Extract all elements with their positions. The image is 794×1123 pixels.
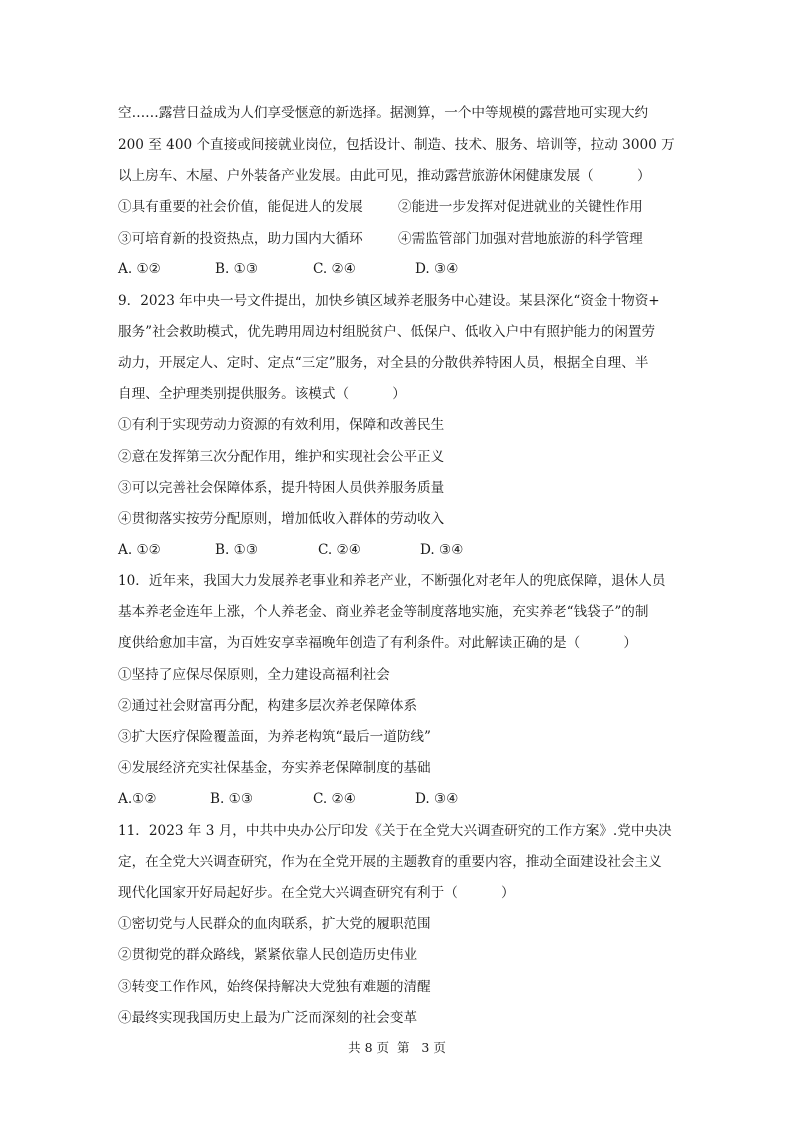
q11-statement-3: ③转变工作作风，始终保持解决大党独有难题的清醒 xyxy=(118,979,431,995)
q11-line-3: 现代化国家开好局起好步。在全党大兴调查研究有利于（ ） xyxy=(118,885,515,901)
q9-line-2: 服务”社会救助模式，优先聘用周边村组脱贫户、低保户、低收入户中有照护能力的闲置劳 xyxy=(118,324,656,340)
q11-statement-1: ①密切党与人民群众的血肉联系，扩大党的履职范围 xyxy=(118,916,431,932)
q9-choice-a: A. ①② xyxy=(118,542,161,558)
q10-statement-1: ①坚持了应保尽保原则，全力建设高福利社会 xyxy=(118,667,390,683)
q8-statement-4: ④需监管部门加强对营地旅游的科学管理 xyxy=(398,231,643,247)
q9-statement-3: ③可以完善社会保障体系，提升特困人员供养服务质量 xyxy=(118,480,445,496)
q10-line-3: 度供给愈加丰富，为百姓安享幸福晚年创造了有利条件。对此解读正确的是（ ） xyxy=(118,635,637,651)
q10-statement-2: ②通过社会财富再分配，构建多层次养老保障体系 xyxy=(118,698,418,714)
q9-line-1: 9．2023 年中央一号文件提出，加快乡镇区域养老服务中心建设。某县深化“资金十物资+ xyxy=(118,293,660,309)
q10-statement-4: ④发展经济充实社保基金，夯实养老保障制度的基础 xyxy=(118,760,431,776)
q9-choice-d: D. ③④ xyxy=(420,542,464,558)
q10-line-1: 10．近年来，我国大力发展养老事业和养老产业，不断强化对老年人的兜底保障，退休人员 xyxy=(118,573,666,589)
q8-statement-3: ③可培育新的投资热点，助力国内大循环 xyxy=(118,231,363,247)
q10-statement-3: ③扩大医疗保险覆盖面，为养老构筑“最后一道防线” xyxy=(118,729,431,745)
q9-statement-4: ④贯彻落实按劳分配原则，增加低收入群体的劳动收入 xyxy=(118,511,445,527)
q8-choice-d: D. ③④ xyxy=(415,261,459,277)
q8-line-1: 空……露营日益成为人们享受惬意的新选择。据测算，一个中等规模的露营地可实现大约 xyxy=(118,105,649,121)
q9-choice-c: C. ②④ xyxy=(318,542,361,558)
page-footer: 共 8 页 第 3 页 xyxy=(348,1040,446,1055)
q8-statement-2: ②能进一步发挥对促进就业的关键性作用 xyxy=(398,199,643,215)
q8-line-3: 以上房车、木屋、户外装备产业发展。由此可见，推动露营旅游休闲健康发展（ ） xyxy=(118,168,651,184)
q10-line-2: 基本养老金连年上涨，个人养老金、商业养老金等制度落地实施，充实养老“钱袋子”的制 xyxy=(118,604,649,620)
q9-line-3: 动力，开展定人、定时、定点“三定”服务，对全县的分散供养特困人员，根据全自理、半 xyxy=(118,355,649,371)
q9-line-4: 自理、全护理类别提供服务。该模式（ ） xyxy=(118,386,406,402)
q9-statement-2: ②意在发挥第三次分配作用，维护和实现社会公平正义 xyxy=(118,449,445,465)
q11-line-2: 定，在全党大兴调查研究，作为在全党开展的主题教育的重要内容，推动全面建设社会主义 xyxy=(118,854,662,870)
q8-choice-c: C. ②④ xyxy=(313,261,356,277)
q10-choice-a: A.①② xyxy=(118,791,157,807)
q11-statement-4: ④最终实现我国历史上最为广泛而深刻的社会变革 xyxy=(118,1010,418,1026)
q10-choice-c: C. ②④ xyxy=(313,791,356,807)
q8-statement-1: ①具有重要的社会价值，能促进人的发展 xyxy=(118,199,363,215)
q9-statement-1: ①有利于实现劳动力资源的有效利用，保障和改善民生 xyxy=(118,417,445,433)
q11-line-1: 11．2023 年 3 月，中共中央办公厅印发《关于在全党大兴调查研究的工作方案》.党中央决 xyxy=(118,823,672,839)
q9-choice-b: B. ①③ xyxy=(215,542,259,558)
q10-choice-d: D. ③④ xyxy=(415,791,459,807)
q8-choice-a: A. ①② xyxy=(118,261,161,277)
q11-statement-2: ②贯彻党的群众路线，紧紧依靠人民创造历史伟业 xyxy=(118,947,418,963)
q8-line-2: 200 至 400 个直接或间接就业岗位，包括设计、制造、技术、服务、培训等，拉动 3000 万 xyxy=(118,137,675,153)
q8-choice-b: B. ①③ xyxy=(215,261,259,277)
q10-choice-b: B. ①③ xyxy=(210,791,254,807)
